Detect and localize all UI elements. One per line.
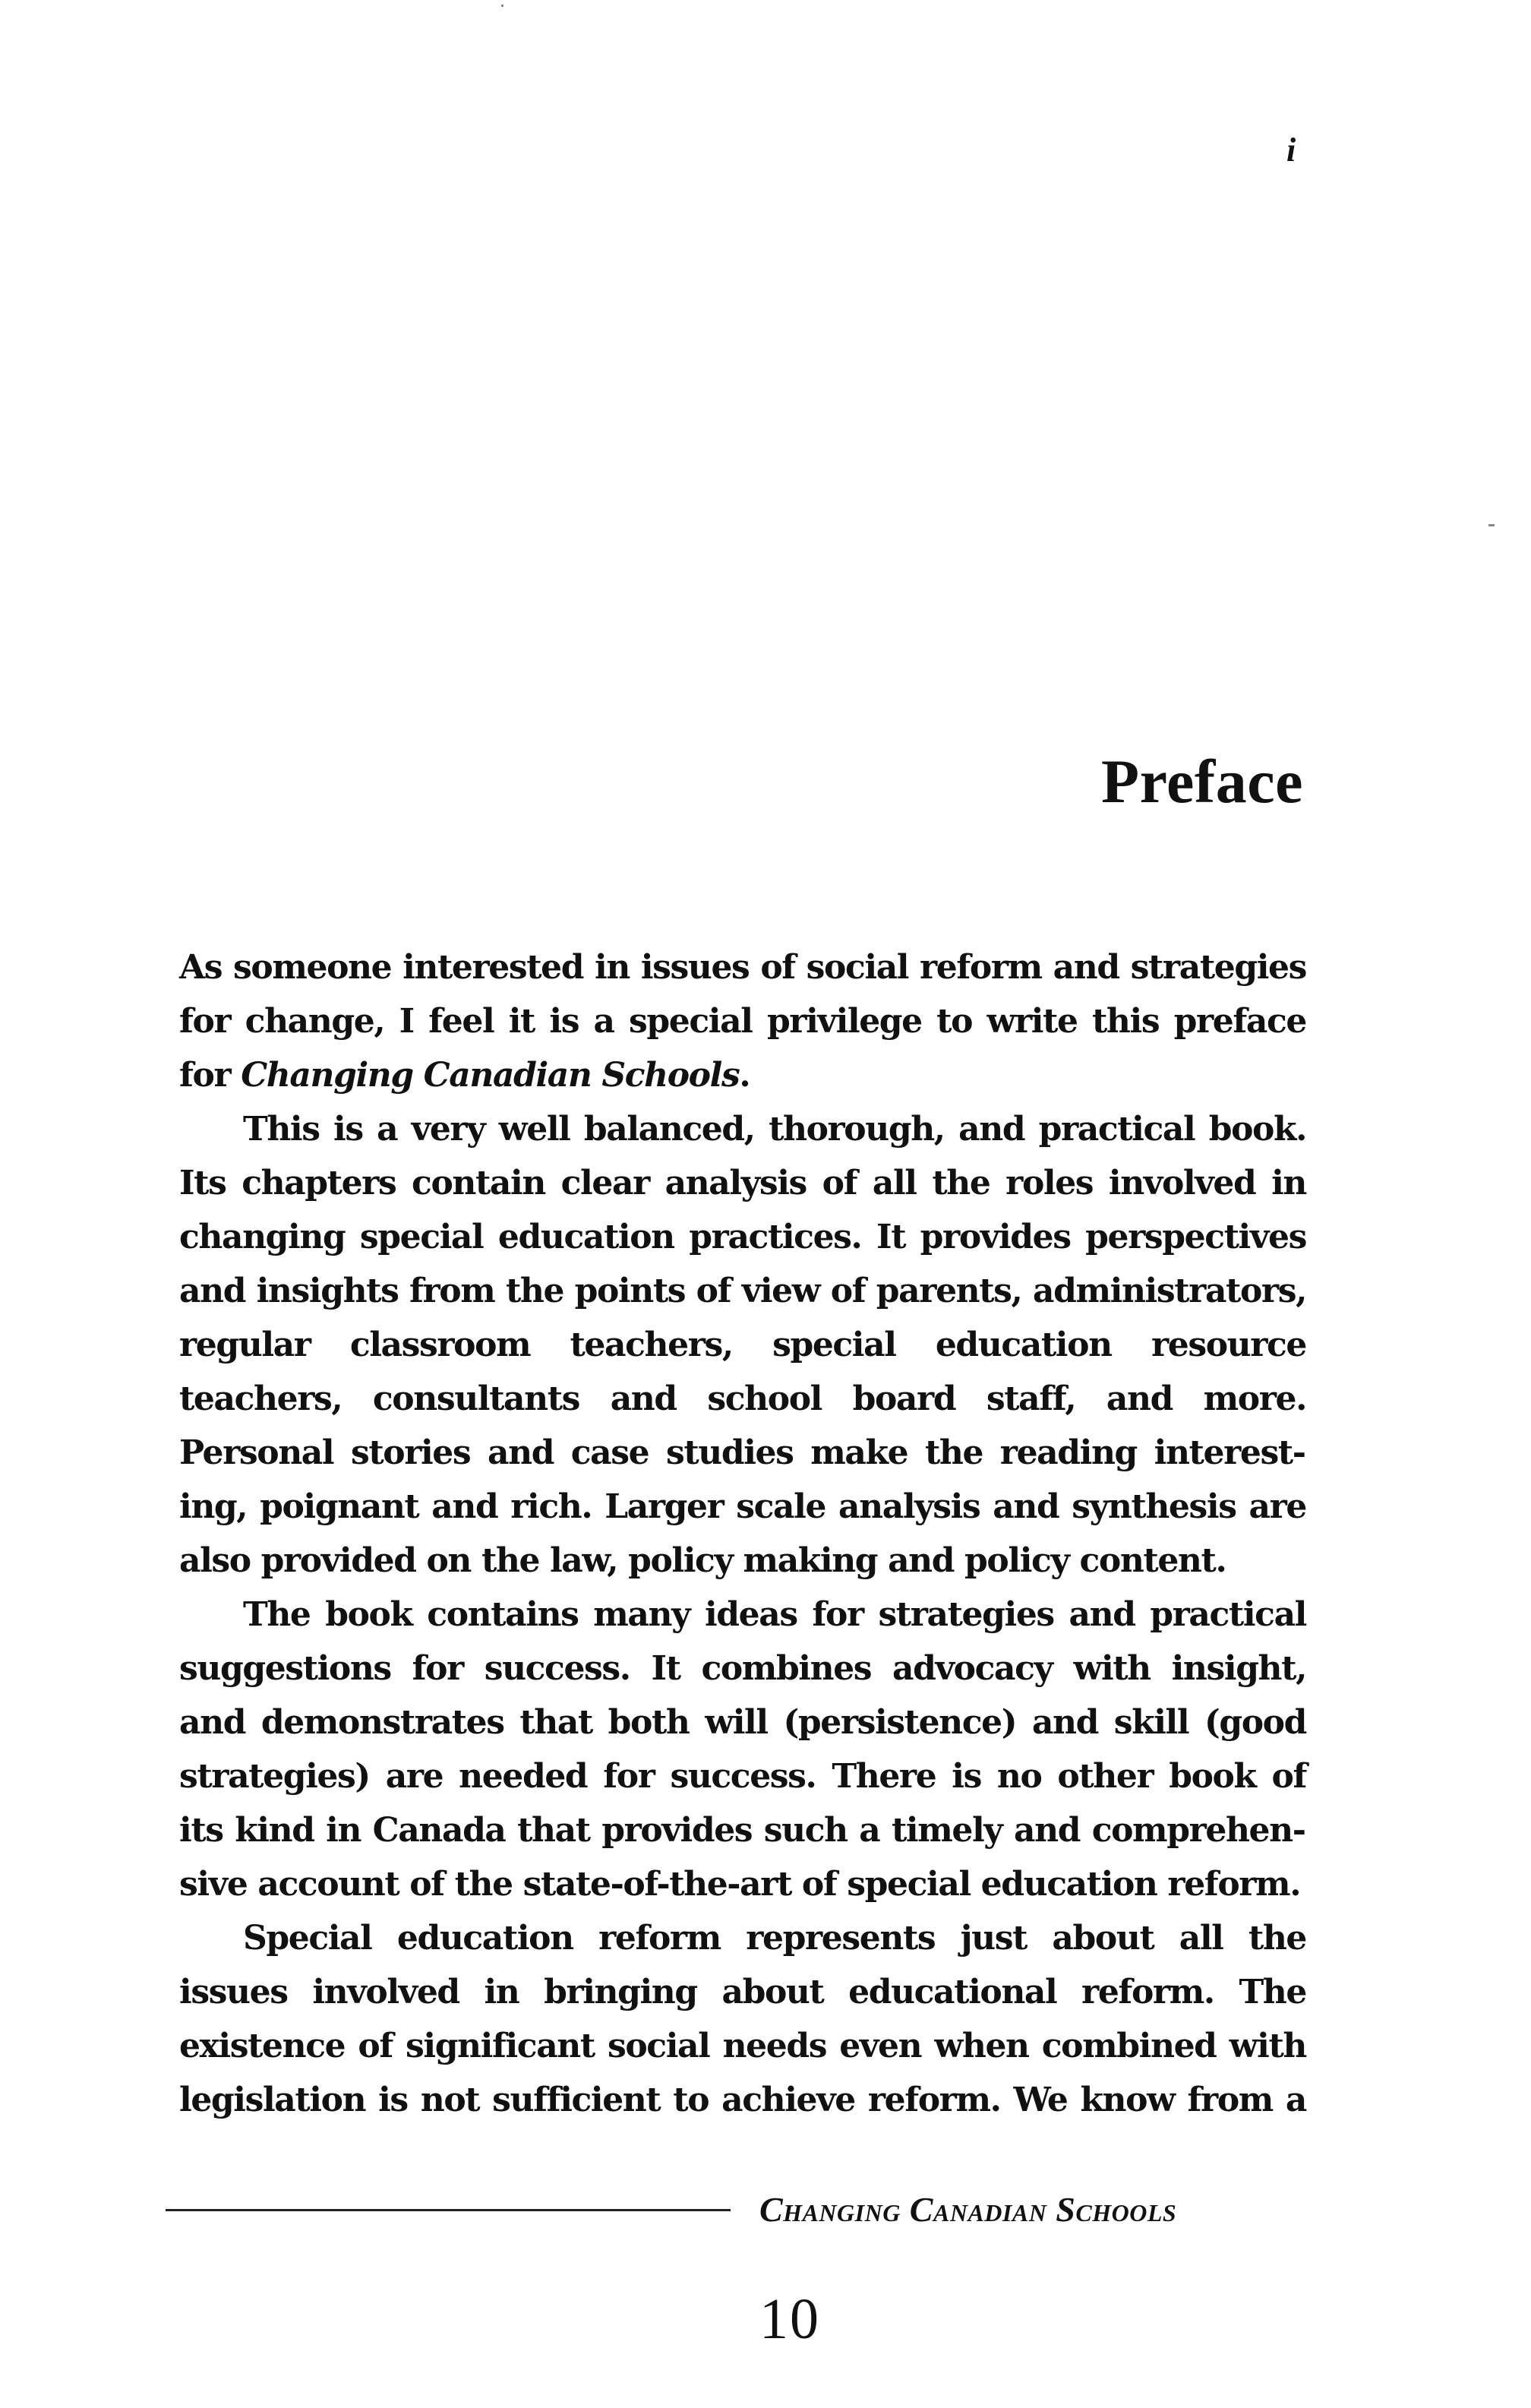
paragraph-2: This is a very well balanced, thorough, and practical book. Its chapters contain clear analysis of all the roles involved in changing special education practices. It provides perspectives and insights from the points of view of parents, administrators, regular classroom teachers, special education resource teachers, consultants and school board staff, and more. Personal stories and case studies make the reading interesting, poignant and rich. Larger scale analysis and synthesis are also provided on the law, policy making and policy content.: [179, 1110, 1306, 1580]
scan-speck: [1488, 524, 1495, 526]
running-footer-title: Changing Canadian Schools: [759, 2190, 1177, 2229]
paragraph-1-text: As someone interested in issues of social reform and strategies for change, I feel it is a special privilege to write this preface for: [179, 948, 1306, 1095]
book-title: Changing Canadian Schools: [241, 1056, 740, 1095]
paragraph-4: Special education reform represents just about all the issues involved in bringing about educational reform. The existence of significant social needs even when combined with legislation is not sufficient to achieve reform. We know from a: [179, 1919, 1306, 2119]
scan-speck: [501, 5, 503, 7]
paragraph-3: The book contains many ideas for strategies and practical suggestions for success. It combines advocacy with insight, and demonstrates that both will (persistence) and skill (good strategies) are needed for success. There is no other book of its kind in Canada that provides such a timely and comprehensive account of the state-of-the-art of special education reform.: [179, 1595, 1306, 1904]
paragraph-1: [179, 940, 1306, 1102]
body-text: [179, 940, 1306, 2127]
folio-number: 10: [759, 2287, 820, 2351]
footer-rule: [166, 2209, 731, 2211]
chapter-title: Preface: [1101, 747, 1303, 816]
paragraph-1-end: .: [739, 1056, 750, 1095]
roman-page-number: i: [1286, 131, 1296, 169]
